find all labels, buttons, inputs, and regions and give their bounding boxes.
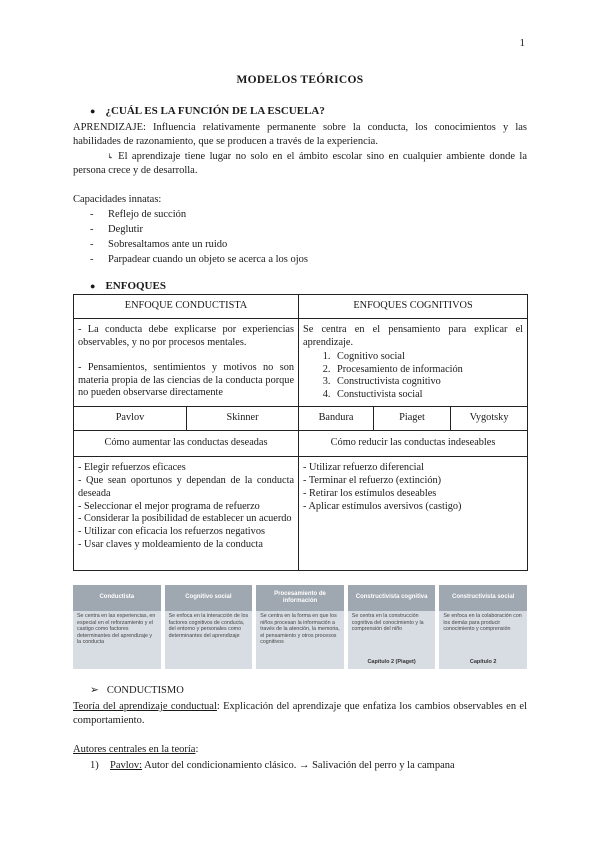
- bullet-icon: ●: [90, 281, 96, 291]
- list-item: - Reflejo de succión: [90, 209, 187, 220]
- card-title: Procesamiento de información: [256, 585, 344, 611]
- autores-heading-text: Autores centrales en la teoría: [73, 744, 196, 755]
- list-item-text: Deglutir: [108, 224, 143, 235]
- list-item: - Retirar los estímulos deseables: [303, 487, 437, 499]
- section-heading-enfoques: [90, 279, 166, 294]
- note-arrow-icon: ↳: [107, 152, 114, 161]
- card-title: Conductista: [73, 585, 161, 611]
- card-body: Se centra en las experiencias, en especial en el reforzamiento y el castigo como factores determinantes del aprendizaje y la conducta: [77, 613, 156, 646]
- list-item: - Aplicar estímulos aversivos (castigo): [303, 500, 462, 512]
- section-heading-funcion: [90, 104, 325, 119]
- autor-text: Autor del condicionamiento clásico. → Salivación del perro y la campana: [142, 760, 455, 771]
- bullet-icon: ●: [90, 106, 96, 116]
- author-skinner: Skinner: [187, 407, 299, 431]
- enfoques-table: [73, 294, 528, 571]
- list-item: - Parpadear cuando un objeto se acerca a los ojos: [90, 254, 309, 265]
- figure-card-conductista: [73, 585, 161, 669]
- author-vygotsky: Vygotsky: [451, 407, 528, 431]
- cognitivos-header: ENFOQUES COGNITIVOS: [299, 295, 528, 319]
- autores-colon: :: [195, 744, 199, 755]
- card-title: Cognitivo social: [165, 585, 253, 611]
- list-item: - Sobresaltamos ante un ruido: [90, 239, 228, 250]
- cognitivos-intro: Se centra en el pensamiento para explicar el aprendizaje.: [303, 324, 524, 348]
- figure-card-cognitivo-social: [165, 585, 253, 669]
- page-title: MODELOS TEÓRICOS: [236, 74, 364, 86]
- list-item: 3. Constructivista cognitivo: [333, 376, 523, 389]
- card-body: Se centra en la construcción cognitiva del conocimiento y la comprensión del niño: [351, 613, 424, 633]
- card-body: Se centra en la forma en que los niños procesan la información a través de la atención, la memoria, el pensamiento y otros procesos cognitivos: [260, 613, 340, 646]
- list-item-text: Reflejo de succión: [108, 209, 187, 220]
- conductismo-heading: [90, 684, 184, 698]
- conductista-point-1: - La conducta debe explicarse por experiencias observables, y no por procesos mentales.: [78, 324, 295, 348]
- section-heading-text: ENFOQUES: [105, 280, 166, 292]
- card-title: Constructivista social: [439, 585, 527, 611]
- conductista-point-2: - Pensamientos, sentimientos y motivos no son materia propia de las ciencias de la conducta porque no pueden observarse directamente: [78, 361, 295, 399]
- list-number: 1): [90, 760, 99, 771]
- card-footer: Capítulo 2 (Piaget): [367, 658, 416, 665]
- conductista-description: [74, 319, 299, 407]
- autor-item-pavlov: [90, 759, 455, 773]
- teoria-label: Teoría del aprendizaje conductual: [73, 701, 217, 712]
- aprendizaje-label: APRENDIZAJE:: [73, 122, 146, 133]
- author-piaget: Piaget: [374, 407, 451, 431]
- list-item: - Seleccionar el mejor programa de refuerzo: [78, 500, 260, 512]
- aprendizaje-note: [73, 150, 527, 177]
- aprendizaje-text: Influencia relativamente permanente sobre la conducta, los conocimientos y las habilidades de razonamiento, que se producen a través de la experiencia.: [73, 122, 528, 147]
- card-title: Constructivista cognitiva: [348, 585, 436, 611]
- list-item: 1. Cognitivo social: [333, 351, 523, 364]
- list-item: - Utilizar con eficacia los refuerzos negativos: [78, 526, 265, 538]
- teoria-definition: [73, 700, 527, 727]
- section-heading-text: ¿CUÁL ES LA FUNCIÓN DE LA ESCUELA?: [105, 105, 325, 117]
- conductismo-heading-text: CONDUCTISMO: [106, 685, 184, 696]
- enfoques-figure: [73, 585, 527, 669]
- card-footer: Capítulo 2: [469, 658, 497, 665]
- conductista-header: ENFOQUE CONDUCTISTA: [74, 295, 299, 319]
- cognitivos-list: [303, 351, 523, 402]
- cognitivos-description: [299, 319, 528, 407]
- page-number: 1: [519, 37, 525, 49]
- list-item: - Deglutir: [90, 224, 143, 235]
- card-body: Se enfoca en la colaboración con los demás para producir conocimiento y comprensión: [443, 613, 522, 633]
- teoria-text: : Explicación del aprendizaje que enfatiza los cambios observables en el comportamiento.: [73, 701, 527, 726]
- capacidades-list: [90, 208, 308, 268]
- list-item: - Terminar el refuerzo (extinción): [303, 474, 442, 486]
- aumentar-header: Cómo aumentar las conductas deseadas: [74, 431, 299, 457]
- figure-card-procesamiento: [256, 585, 344, 669]
- list-item: - Elegir refuerzos eficaces: [78, 462, 186, 473]
- list-item: - Usar claves y moldeamiento de la conducta: [78, 539, 263, 551]
- list-item: - Que sean oportunos y dependan de la conducta deseada: [78, 474, 295, 499]
- author-bandura: Bandura: [299, 407, 374, 431]
- figure-card-constructivista-social: [439, 585, 527, 669]
- list-item: - Considerar la posibilidad de establecer un acuerdo: [78, 513, 292, 525]
- autores-heading: [73, 743, 198, 757]
- reducir-list: [299, 457, 528, 571]
- note-text: El aprendizaje tiene lugar no solo en el ámbito escolar sino en cualquier ambiente donde la persona crece y de desarrolla.: [73, 151, 528, 176]
- capacidades-heading: Capacidades innatas:: [73, 194, 162, 205]
- list-item: 4. Constuctivista social: [333, 389, 523, 402]
- autor-name: Pavlov:: [110, 760, 143, 771]
- arrowhead-icon: ➢: [90, 685, 99, 696]
- figure-card-constructivista-cognitiva: [348, 585, 436, 669]
- list-item: - Utilizar refuerzo diferencial: [303, 462, 424, 473]
- aprendizaje-definition: [73, 121, 527, 148]
- list-item-text: Sobresaltamos ante un ruido: [108, 239, 228, 250]
- card-body: Se enfoca en la interacción de los factores cognitivos de conducta, del entorno y personales como determinantes del aprendizaje: [168, 613, 249, 639]
- reducir-header: Cómo reducir las conductas indeseables: [299, 431, 528, 457]
- author-pavlov: Pavlov: [74, 407, 187, 431]
- aumentar-list: [74, 457, 299, 571]
- list-item-text: Parpadear cuando un objeto se acerca a los ojos: [108, 254, 309, 265]
- list-item: 2. Procesamiento de información: [333, 364, 523, 377]
